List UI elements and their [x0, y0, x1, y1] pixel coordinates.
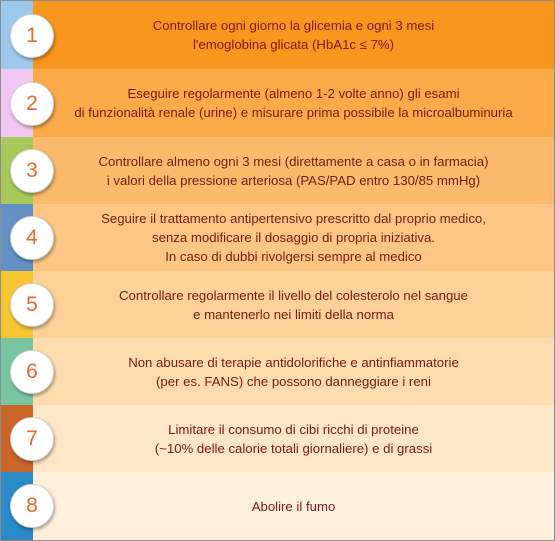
item-text	[143, 16, 444, 54]
list-item	[1, 1, 554, 69]
item-text	[145, 420, 442, 458]
list-item	[1, 472, 554, 540]
item-text-line: e mantenerlo nei limiti della norma	[193, 306, 394, 322]
item-text-line: (per es. FANS) che possono danneggiare i reni	[156, 373, 431, 389]
item-text-line: Abolire il fumo	[251, 498, 336, 514]
number-badge: 1	[10, 14, 54, 58]
item-text-line: Non abusare di terapie antidolorifiche e antinfiammatorie	[128, 354, 459, 370]
item-panel	[33, 204, 554, 271]
item-text-line: i valori della pressione arteriosa (PAS/PAD entro 130/85 mmHg)	[106, 172, 481, 188]
item-text-line: Limitare il consumo di cibi ricchi di proteine	[168, 421, 419, 437]
list-item	[1, 204, 554, 271]
item-text	[109, 286, 478, 324]
number-badge: 3	[10, 149, 54, 193]
item-text	[91, 209, 496, 266]
number-badge: 4	[10, 216, 54, 260]
item-text-line: Controllare almeno ogni 3 mesi (direttamente a casa o in farmacia)	[98, 153, 489, 169]
item-text-line: senza modificare il dosaggio di propria iniziativa.	[152, 230, 435, 245]
item-text-line: In caso di dubbi rivolgersi sempre al medico	[165, 249, 422, 264]
item-text	[64, 84, 522, 122]
list-item	[1, 271, 554, 338]
number-badge: 2	[10, 82, 54, 126]
item-panel	[33, 472, 554, 540]
item-panel	[33, 69, 554, 137]
number-badge: 7	[10, 417, 54, 461]
list-item	[1, 338, 554, 405]
list-item	[1, 405, 554, 472]
number-badge: 8	[10, 484, 54, 528]
item-panel	[33, 271, 554, 338]
item-text	[89, 152, 499, 190]
item-panel	[33, 1, 554, 69]
item-text-line: (~10% delle calorie totali giornaliere) e di grassi	[154, 440, 433, 456]
list-item	[1, 69, 554, 137]
item-text-line: Eseguire regolarmente (almeno 1-2 volte anno) gli esami	[127, 86, 460, 101]
item-text-line: Controllare regolarmente il livello del colesterolo nel sangue	[119, 287, 468, 303]
item-text-line: Seguire il trattamento antipertensivo prescritto dal proprio medico,	[101, 211, 486, 226]
list-item	[1, 137, 554, 204]
item-panel	[33, 137, 554, 204]
item-text	[118, 353, 469, 391]
item-text-line: Controllare ogni giorno la glicemia e ogni 3 mesi	[152, 18, 435, 33]
item-panel	[33, 338, 554, 405]
item-panel	[33, 405, 554, 472]
item-text-line: l'emoglobina glicata (HbA1c ≤ 7%)	[192, 37, 395, 52]
item-text-line: di funzionalità renale (urine) e misurare prima possibile la microalbuminuria	[74, 105, 513, 120]
item-text	[242, 497, 346, 516]
number-badge: 5	[10, 283, 54, 327]
number-badge: 6	[10, 350, 54, 394]
